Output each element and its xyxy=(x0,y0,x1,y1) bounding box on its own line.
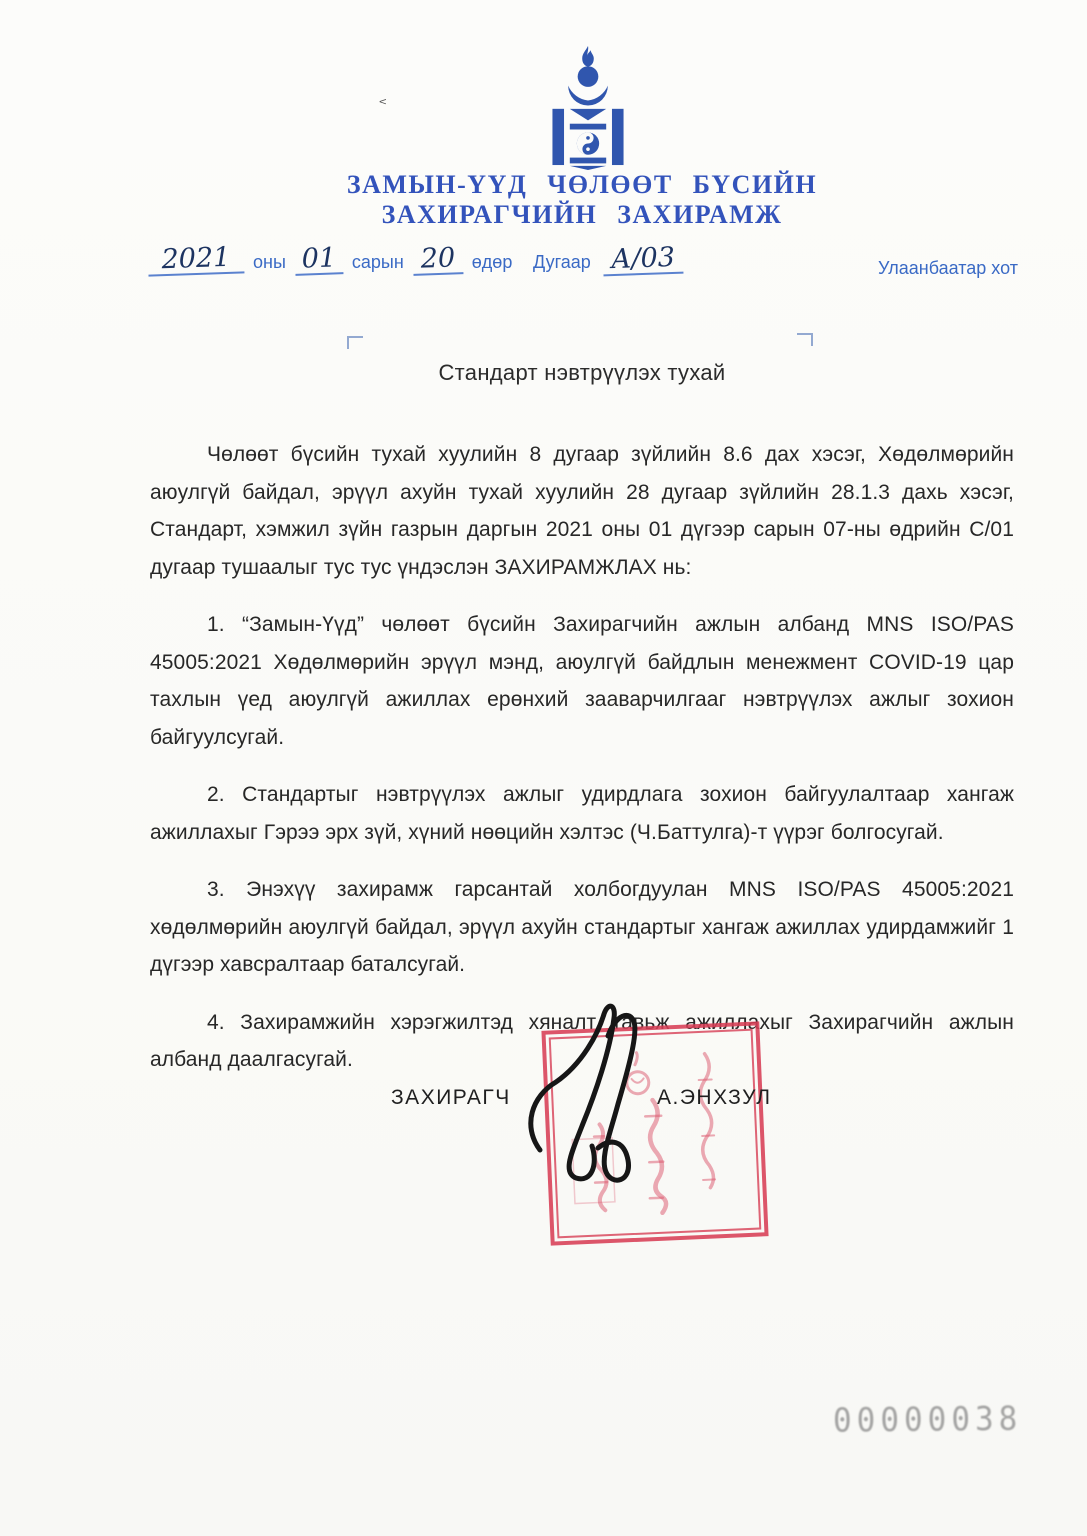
paragraph-1: 1. “Замын-Үүд” чөлөөт бүсийн Захирагчийн ажлын албанд MNS ISO/PAS 45005:2021 Хөдөлмөрийн эрүүл мэнд, аюулгүй байдлын менежмент COVID-19 цар тахлын үед аюулгүй ажиллах ерөнхий зааварчилгааг нэвтрүүлэх ажлыг зохион байгуулсугай. xyxy=(150,613,1014,749)
number-label: Дугаар xyxy=(533,252,591,272)
signer-position-label: ЗАХИРАГЧ xyxy=(391,1086,511,1109)
handwritten-number: А/03 xyxy=(602,245,683,277)
day-label: өдөр xyxy=(471,252,513,272)
stamped-doc-number: 00000038 xyxy=(832,1400,1023,1440)
month-label: сарын xyxy=(351,252,404,272)
org-title-line1: ЗАМЫН-ҮҮД ЧӨЛӨӨТ БҮСИЙН xyxy=(346,170,818,199)
handwritten-month: 01 xyxy=(294,245,343,276)
org-title xyxy=(150,170,1014,230)
signature-icon xyxy=(516,1000,656,1200)
year-label: оны xyxy=(253,252,286,272)
date-fields xyxy=(148,241,513,276)
handwritten-year: 2021 xyxy=(148,244,245,276)
city-label: Улаанбаатар хот xyxy=(878,258,1018,278)
corner-mark-right xyxy=(797,333,813,346)
subject-title: Стандарт нэвтрүүлэх тухай xyxy=(438,360,726,385)
paragraph-intro: Чөлөөт бүсийн тухай хуулийн 8 дугаар зүйлийн 8.6 дах хэсэг, Хөдөлмөрийн аюулгүй байдал, эрүүл ахуйн тухай хуулийн 28 дугаар зүйлийн 28.1.3 дахь хэсэг, Стандарт, хэмжил зүйн газрын даргын 2021 оны 01 дүгээр сарын 07-ны өдрийн С/01 дугаар тушаалыг тус тус үндэслэн ЗАХИРАМЖЛАХ нь: xyxy=(150,443,1014,579)
soyombo-emblem-icon xyxy=(527,46,649,170)
handwritten-day: 20 xyxy=(412,245,463,276)
signer-name-label: А.ЭНХЗУЛ xyxy=(657,1086,772,1109)
document-number-field xyxy=(533,241,683,276)
paragraph-2: 2. Стандартыг нэвтрүүлэх ажлыг удирдлага зохион байгуулалтаар хангаж ажиллахыг Гэрээ эрх зүй, хүний нөөцийн хэлтэс (Ч.Баттулга)-т үүрэг болгосугай. xyxy=(150,783,1014,844)
corner-mark-left xyxy=(347,336,363,349)
scan-artifact: < xyxy=(379,95,387,108)
paragraph-3: 3. Энэхүү захирамж гарсантай холбогдуулан MNS ISO/PAS 45005:2021 хөдөлмөрийн аюулгүй байдал, эрүүл ахуйн стандартыг хангаж ажиллах удирдамжийг 1 дүгээр хавсралтаар баталсугай. xyxy=(150,878,1014,976)
org-title-line2: ЗАХИРАГЧИЙН ЗАХИРАМЖ xyxy=(381,200,783,229)
paragraph-4: 4. Захирамжийн хэрэгжилтэд хяналт тавьж ажиллахыг Захирагчийн ажлын албанд даалгасугай. xyxy=(150,1010,1014,1071)
